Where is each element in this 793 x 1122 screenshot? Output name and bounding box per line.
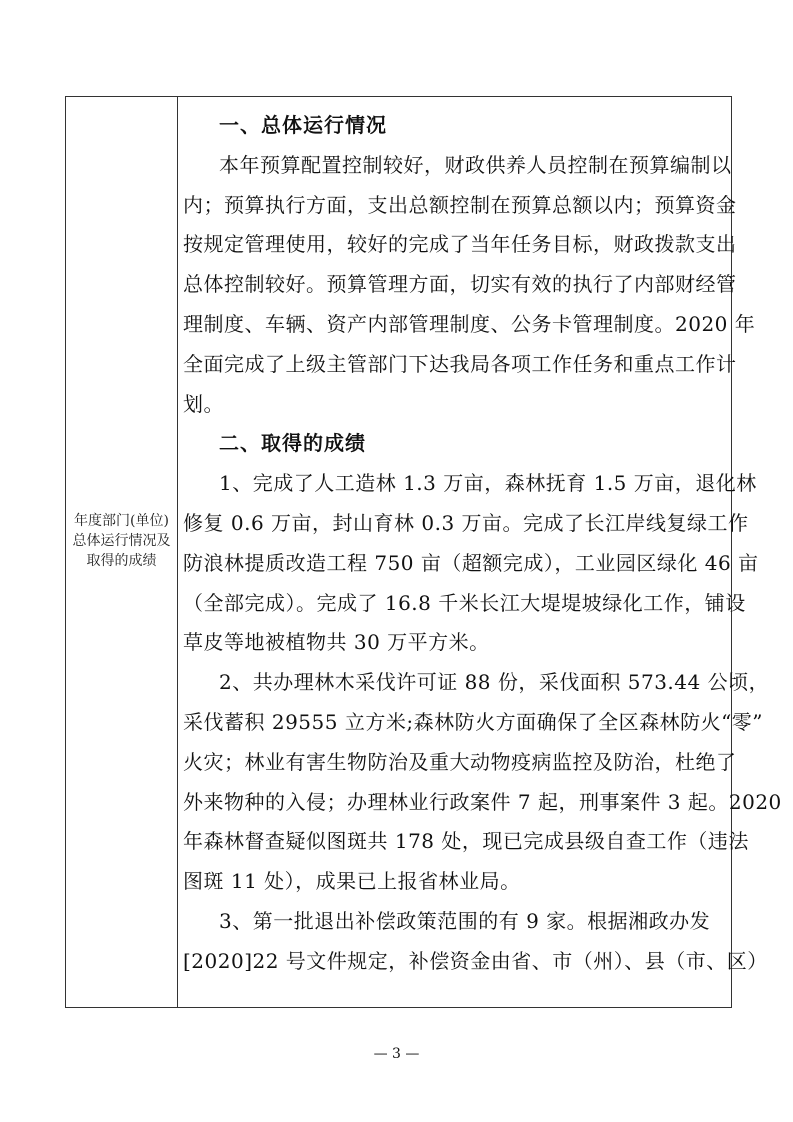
text-line: 按规定管理使用，较好的完成了当年任务目标，财政拨款支出 xyxy=(183,232,737,257)
text-line: 年森林督查疑似图斑共 178 处，现已完成县级自查工作（违法 xyxy=(183,829,749,854)
text-line: 防浪林提质改造工程 750 亩（超额完成），工业园区绿化 46 亩 xyxy=(183,550,759,575)
section-heading: 二、取得的成绩 xyxy=(219,431,366,456)
text-line: 理制度、车辆、资产内部管理制度、公务卡管理制度。2020 年 xyxy=(183,311,756,336)
row-label xyxy=(66,511,177,571)
text-line: 3、第一批退出补偿政策范围的有 9 家。根据湘政办发 xyxy=(219,908,711,933)
text-line: 本年预算配置控制较好，财政供养人员控制在预算编制以 xyxy=(219,152,732,177)
text-line: 2、共办理林木采伐许可证 88 份，采伐面积 573.44 公顷， xyxy=(219,670,770,695)
row-label-line: 总体运行情况及 xyxy=(72,533,171,549)
text-line: 图斑 11 处），成果已上报省林业局。 xyxy=(183,869,521,894)
text-line: 外来物种的入侵；办理林业行政案件 7 起，刑事案件 3 起。2020 xyxy=(183,789,782,814)
text-line: 1、完成了人工造林 1.3 万亩，森林抚育 1.5 万亩，退化林 xyxy=(219,471,757,496)
text-line: 火灾；林业有害生物防治及重大动物疫病监控及防治，杜绝了 xyxy=(183,749,737,774)
text-line: 全面完成了上级主管部门下达我局各项工作任务和重点工作计 xyxy=(183,351,737,376)
text-line: 采伐蓄积 29555 立方米;森林防火方面确保了全区森林防火“零” xyxy=(183,709,764,734)
report-table xyxy=(65,96,782,1008)
column-divider xyxy=(177,97,178,1007)
section-heading: 一、总体运行情况 xyxy=(219,113,387,137)
text-line: 内；预算执行方面，支出总额控制在预算总额以内；预算资金 xyxy=(183,192,737,217)
row-label-line: 年度部门(单位) xyxy=(74,513,169,529)
row-label-line: 取得的成绩 xyxy=(86,553,157,569)
text-line: （全部完成）。完成了 16.8 千米长江大堤堤坡绿化工作，铺设 xyxy=(183,590,746,615)
text-line: [2020]22 号文件规定，补偿资金由省、市（州）、县（市、区） xyxy=(183,948,768,973)
text-line: 草皮等地被植物共 30 万平方米。 xyxy=(183,630,490,655)
row-content xyxy=(183,106,782,982)
text-line: 修复 0.6 万亩，封山育林 0.3 万亩。完成了长江岸线复绿工作 xyxy=(183,510,749,535)
page-number: — 3 — xyxy=(373,1046,420,1062)
text-line: 总体控制较好。预算管理方面，切实有效的执行了内部财经管 xyxy=(183,272,737,297)
text-line: 划。 xyxy=(183,391,224,416)
